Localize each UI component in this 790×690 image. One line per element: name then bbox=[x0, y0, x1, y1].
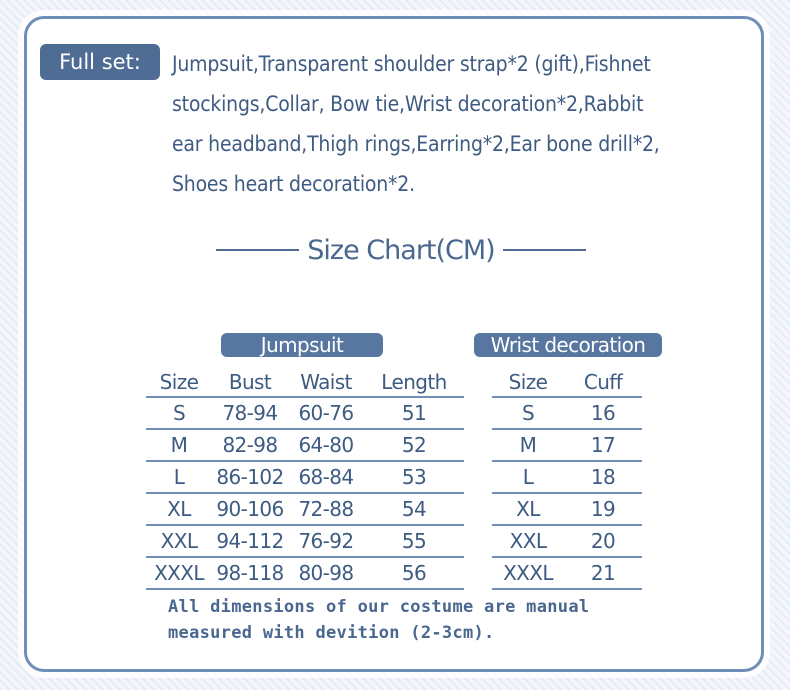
size-cell: L bbox=[146, 461, 212, 493]
size-cell: XXXL bbox=[492, 557, 564, 589]
title-divider-right bbox=[503, 249, 586, 251]
size-cell: XXL bbox=[492, 525, 564, 557]
size-cell: M bbox=[146, 429, 212, 461]
cuff-cell: 16 bbox=[564, 397, 642, 429]
measurement-footnote bbox=[168, 594, 589, 646]
table-header-row bbox=[492, 368, 642, 397]
table-row bbox=[146, 397, 464, 429]
size-cell: XL bbox=[146, 493, 212, 525]
full-set-line: ear headband,Thigh rings,Earring*2,Ear bone drill*2, bbox=[172, 132, 660, 156]
table-row bbox=[492, 557, 642, 589]
table-row bbox=[146, 557, 464, 589]
cuff-cell: 20 bbox=[564, 525, 642, 557]
waist-cell: 80-98 bbox=[288, 557, 364, 589]
table-row bbox=[146, 429, 464, 461]
waist-cell: 68-84 bbox=[288, 461, 364, 493]
bust-cell: 98-118 bbox=[212, 557, 288, 589]
table-row bbox=[146, 461, 464, 493]
column-header: Size bbox=[146, 368, 212, 397]
cuff-cell: 17 bbox=[564, 429, 642, 461]
footnote-line: measured with devition (2-3cm). bbox=[168, 623, 495, 643]
length-cell: 51 bbox=[364, 397, 464, 429]
length-cell: 53 bbox=[364, 461, 464, 493]
wrist-decoration-size-table bbox=[492, 368, 642, 590]
title-divider-left bbox=[216, 249, 299, 251]
column-header: Cuff bbox=[564, 368, 642, 397]
size-cell: S bbox=[146, 397, 212, 429]
waist-cell: 64-80 bbox=[288, 429, 364, 461]
table-row bbox=[492, 493, 642, 525]
table-row bbox=[492, 525, 642, 557]
waist-cell: 76-92 bbox=[288, 525, 364, 557]
table-row bbox=[492, 397, 642, 429]
column-header: Bust bbox=[212, 368, 288, 397]
full-set-description bbox=[172, 44, 764, 204]
size-cell: XXL bbox=[146, 525, 212, 557]
size-cell: M bbox=[492, 429, 564, 461]
bust-cell: 82-98 bbox=[212, 429, 288, 461]
footnote-line: All dimensions of our costume are manual bbox=[168, 597, 590, 617]
cuff-cell: 21 bbox=[564, 557, 642, 589]
length-cell: 54 bbox=[364, 493, 464, 525]
bust-cell: 78-94 bbox=[212, 397, 288, 429]
full-set-line: Shoes heart decoration*2. bbox=[172, 172, 415, 196]
length-cell: 52 bbox=[364, 429, 464, 461]
length-cell: 55 bbox=[364, 525, 464, 557]
bust-cell: 86-102 bbox=[212, 461, 288, 493]
column-header: Size bbox=[492, 368, 564, 397]
size-cell: XL bbox=[492, 493, 564, 525]
table-row bbox=[146, 493, 464, 525]
length-cell: 56 bbox=[364, 557, 464, 589]
size-cell: XXXL bbox=[146, 557, 212, 589]
table-row bbox=[146, 525, 464, 557]
waist-cell: 72-88 bbox=[288, 493, 364, 525]
jumpsuit-table-badge: Jumpsuit bbox=[221, 333, 383, 357]
size-cell: S bbox=[492, 397, 564, 429]
table-row bbox=[492, 429, 642, 461]
full-set-line: Jumpsuit,Transparent shoulder strap*2 (gift),Fishnet bbox=[172, 52, 651, 76]
jumpsuit-size-table bbox=[146, 368, 464, 590]
bust-cell: 90-106 bbox=[212, 493, 288, 525]
table-header-row bbox=[146, 368, 464, 397]
column-header: Length bbox=[364, 368, 464, 397]
cuff-cell: 18 bbox=[564, 461, 642, 493]
cuff-cell: 19 bbox=[564, 493, 642, 525]
full-set-badge: Full set: bbox=[40, 44, 160, 80]
table-row bbox=[492, 461, 642, 493]
waist-cell: 60-76 bbox=[288, 397, 364, 429]
bust-cell: 94-112 bbox=[212, 525, 288, 557]
size-cell: L bbox=[492, 461, 564, 493]
wrist-decoration-table-badge: Wrist decoration bbox=[474, 333, 662, 357]
size-chart-heading bbox=[216, 228, 586, 272]
size-chart-title: Size Chart(CM) bbox=[307, 234, 495, 266]
column-header: Waist bbox=[288, 368, 364, 397]
full-set-line: stockings,Collar, Bow tie,Wrist decoration*2,Rabbit bbox=[172, 92, 644, 116]
